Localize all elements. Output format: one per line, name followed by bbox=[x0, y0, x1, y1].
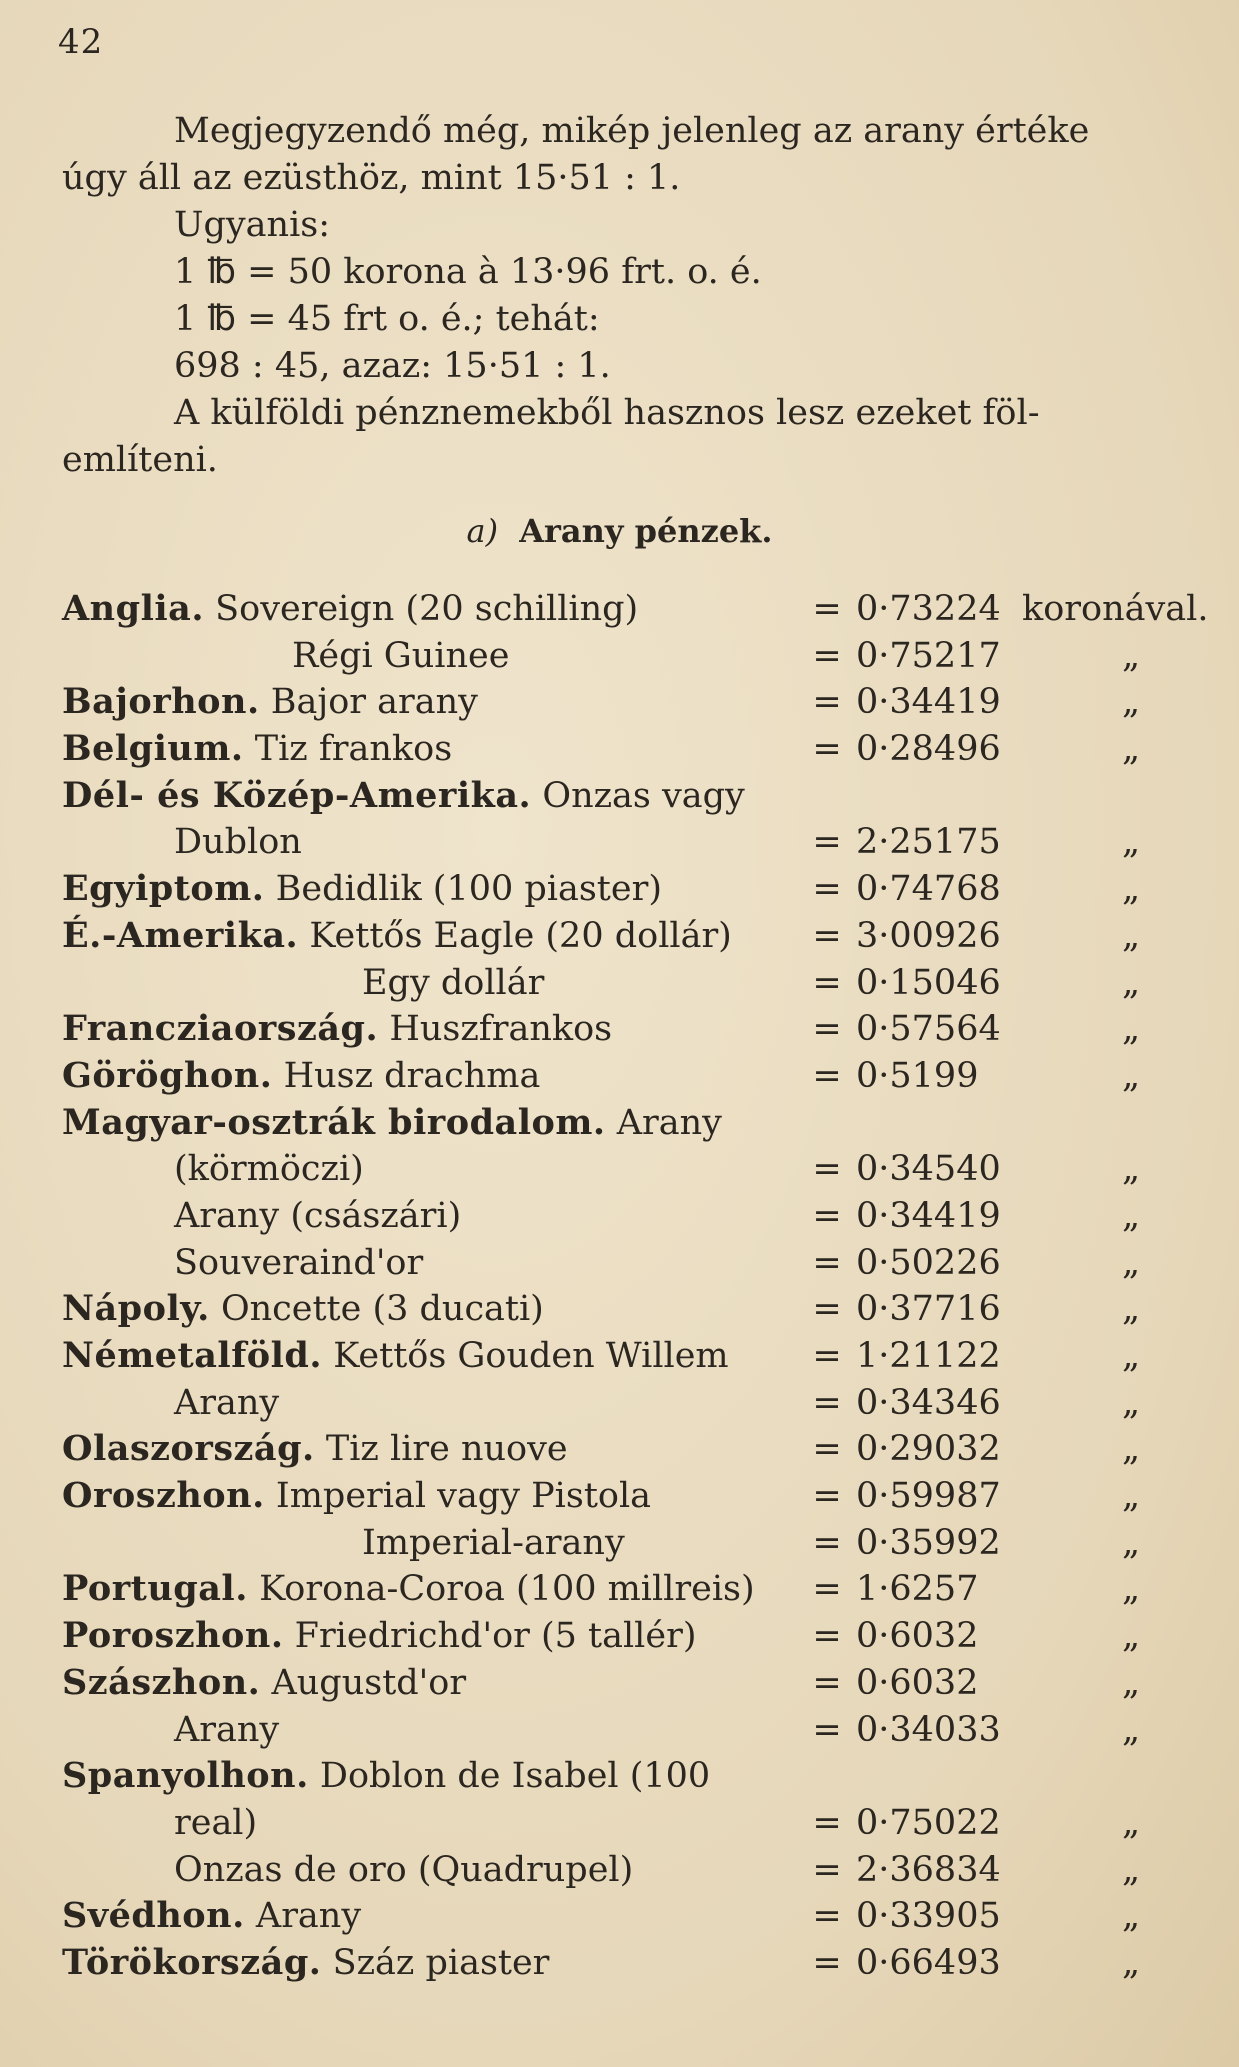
rate-value: 1·21122 bbox=[856, 1336, 1001, 1376]
ditto-mark: „ bbox=[1122, 962, 1141, 1003]
rate-value: 2·25175 bbox=[856, 822, 1001, 863]
equals-sign: = bbox=[812, 1896, 842, 1937]
rate-value: 0·73224 bbox=[856, 589, 1001, 629]
rate-row bbox=[62, 1473, 1222, 1520]
ditto-mark: „ bbox=[1122, 1569, 1141, 1610]
coin-name: Korona-Coroa (100 millreis) bbox=[259, 1569, 755, 1610]
rate-value: 0·75022 bbox=[856, 1802, 1001, 1843]
intro-line: említeni. bbox=[62, 440, 218, 480]
rate-row-label bbox=[62, 1286, 544, 1333]
rate-row bbox=[62, 1800, 1222, 1847]
rate-row-label bbox=[62, 1893, 361, 1940]
country-name: Portugal. bbox=[62, 1568, 248, 1610]
ditto-mark: „ bbox=[1122, 822, 1141, 863]
rate-value: 0·34540 bbox=[856, 1149, 1001, 1190]
equals-sign: = bbox=[812, 1289, 842, 1330]
rate-row-label bbox=[174, 1240, 423, 1287]
rate-value: 0·34419 bbox=[856, 1195, 1001, 1236]
rate-row-label bbox=[174, 1193, 461, 1240]
rate-row-label bbox=[362, 960, 544, 1007]
rate-value: 0·5199 bbox=[856, 1055, 979, 1096]
coin-name: Tiz frankos bbox=[254, 729, 453, 770]
ditto-mark: „ bbox=[1122, 1149, 1141, 1190]
country-name: Francziaország. bbox=[62, 1008, 379, 1050]
rate-row bbox=[62, 1380, 1222, 1427]
rate-row bbox=[62, 679, 1222, 726]
rate-row bbox=[62, 1146, 1222, 1193]
rate-row bbox=[62, 1566, 1222, 1613]
coin-name: Huszfrankos bbox=[389, 1009, 613, 1050]
rate-row-label bbox=[174, 1800, 257, 1847]
equals-sign: = bbox=[812, 635, 842, 676]
rate-value: 0·6032 bbox=[856, 1662, 979, 1703]
rate-row-label bbox=[62, 1426, 568, 1473]
equals-sign: = bbox=[812, 1522, 842, 1563]
ditto-mark: „ bbox=[1122, 1009, 1141, 1050]
rate-row-label bbox=[174, 1707, 279, 1754]
rate-value: 0·74768 bbox=[856, 869, 1001, 910]
rate-row bbox=[62, 773, 1222, 820]
ditto-mark: „ bbox=[1122, 1289, 1141, 1330]
rate-row bbox=[62, 1707, 1222, 1754]
rate-value: 0·75217 bbox=[856, 635, 1001, 676]
coin-name: Régi Guinee bbox=[292, 635, 510, 676]
rate-row bbox=[62, 1100, 1222, 1147]
section-title: Arany pénzek. bbox=[519, 512, 773, 550]
coin-name: Kettős Gouden Willem bbox=[333, 1336, 729, 1376]
coin-name: Egy dollár bbox=[362, 962, 545, 1003]
rate-row-label bbox=[62, 1566, 755, 1613]
exchange-rate-list bbox=[62, 586, 1222, 1987]
equals-sign: = bbox=[812, 1242, 842, 1283]
coin-name: Bajor arany bbox=[270, 682, 478, 723]
ditto-mark: „ bbox=[1122, 635, 1141, 676]
rate-row bbox=[62, 1426, 1222, 1473]
intro-line: úgy áll az ezüsthöz, mint 15·51 : 1. bbox=[62, 158, 681, 198]
country-name: Anglia. bbox=[62, 588, 205, 629]
coin-name: Imperial vagy Pistola bbox=[275, 1476, 652, 1517]
rate-value: 0·35992 bbox=[856, 1522, 1001, 1563]
rate-row-label bbox=[62, 1100, 722, 1147]
rate-row-label bbox=[62, 1940, 549, 1987]
country-name: Nápoly. bbox=[62, 1288, 210, 1330]
country-name: Dél- és Közép-Amerika. bbox=[62, 774, 532, 816]
rate-row bbox=[62, 819, 1222, 866]
coin-name: Arany bbox=[174, 1709, 280, 1750]
rate-row-label bbox=[174, 1146, 364, 1193]
rate-row bbox=[62, 1847, 1222, 1894]
equals-sign: = bbox=[812, 589, 842, 629]
rate-value: 0·6032 bbox=[856, 1616, 979, 1657]
rate-row-label bbox=[62, 913, 732, 960]
ditto-mark: „ bbox=[1122, 1476, 1141, 1517]
equals-sign: = bbox=[812, 1429, 842, 1470]
equals-sign: = bbox=[812, 1942, 842, 1983]
country-name: Belgium. bbox=[62, 728, 244, 770]
rate-row-label bbox=[362, 1520, 625, 1567]
ditto-mark: „ bbox=[1122, 1709, 1141, 1750]
rate-row-label bbox=[62, 1006, 612, 1053]
country-name: Svédhon. bbox=[62, 1895, 245, 1937]
rate-value: 0·66493 bbox=[856, 1942, 1001, 1983]
equals-sign: = bbox=[812, 729, 842, 770]
rate-value: 0·57564 bbox=[856, 1009, 1001, 1050]
coin-name: Tiz lire nuove bbox=[325, 1429, 568, 1470]
equals-sign: = bbox=[812, 1382, 842, 1423]
ditto-mark: „ bbox=[1122, 1662, 1141, 1703]
equals-sign: = bbox=[812, 1616, 842, 1657]
coin-name: Doblon de Isabel (100 bbox=[319, 1756, 711, 1797]
country-name: Bajorhon. bbox=[62, 681, 260, 723]
rate-row bbox=[62, 1660, 1222, 1707]
coin-name: Bedidlik (100 piaster) bbox=[275, 869, 662, 910]
rate-row bbox=[62, 1520, 1222, 1567]
ditto-mark: „ bbox=[1122, 1382, 1141, 1423]
rate-value: 0·28496 bbox=[856, 729, 1001, 770]
intro-line: 698 : 45, azaz: 15·51 : 1. bbox=[174, 346, 611, 386]
rate-row-label bbox=[62, 1753, 710, 1800]
rate-value: 0·34033 bbox=[856, 1709, 1001, 1750]
rate-row-label bbox=[62, 773, 745, 820]
rate-value: 0·29032 bbox=[856, 1429, 1001, 1470]
equals-sign: = bbox=[812, 915, 842, 956]
equals-sign: = bbox=[812, 682, 842, 723]
ditto-mark: „ bbox=[1122, 1802, 1141, 1843]
ditto-mark: „ bbox=[1122, 1195, 1141, 1236]
coin-name: Arany bbox=[174, 1382, 280, 1423]
intro-line: A külföldi pénznemekből hasznos lesz ezeket föl- bbox=[174, 393, 1040, 433]
country-name: Poroszhon. bbox=[62, 1615, 284, 1657]
ditto-mark: „ bbox=[1122, 1896, 1141, 1937]
rate-value: 3·00926 bbox=[856, 915, 1001, 956]
coin-name: (körmöczi) bbox=[174, 1149, 364, 1190]
country-name: Olaszország. bbox=[62, 1428, 315, 1470]
ditto-mark: „ bbox=[1122, 869, 1141, 910]
rate-row-label bbox=[62, 1333, 729, 1380]
rate-value: 0·59987 bbox=[856, 1476, 1001, 1517]
country-name: Németalföld. bbox=[62, 1335, 323, 1376]
rate-row-label bbox=[174, 1380, 279, 1427]
ditto-mark: „ bbox=[1122, 1522, 1141, 1563]
country-name: Törökország. bbox=[62, 1941, 322, 1983]
rate-row bbox=[62, 1940, 1222, 1987]
equals-sign: = bbox=[812, 1149, 842, 1190]
ditto-mark: „ bbox=[1122, 1849, 1141, 1890]
rate-row bbox=[62, 1193, 1222, 1240]
country-name: É.-Amerika. bbox=[62, 914, 299, 956]
rate-row bbox=[62, 1613, 1222, 1660]
equals-sign: = bbox=[812, 1195, 842, 1236]
rate-row bbox=[62, 1006, 1222, 1053]
section-marker: a) bbox=[466, 512, 499, 550]
equals-sign: = bbox=[812, 1802, 842, 1843]
rate-value: 0·15046 bbox=[856, 962, 1001, 1003]
equals-sign: = bbox=[812, 1662, 842, 1703]
coin-name: Onzas vagy bbox=[542, 775, 745, 816]
rate-row-label bbox=[62, 1473, 651, 1520]
rate-row bbox=[62, 960, 1222, 1007]
equals-sign: = bbox=[812, 962, 842, 1003]
ditto-mark: „ bbox=[1122, 1242, 1141, 1283]
rate-value: 0·34346 bbox=[856, 1382, 1001, 1423]
ditto-mark: „ bbox=[1122, 1336, 1141, 1376]
rate-row-label bbox=[62, 726, 452, 773]
coin-name: Dublon bbox=[174, 822, 302, 863]
page-number: 42 bbox=[58, 22, 104, 62]
ditto-mark: „ bbox=[1122, 1616, 1141, 1657]
coin-name: Friedrichd'or (5 tallér) bbox=[294, 1616, 697, 1657]
ditto-mark: „ bbox=[1122, 729, 1141, 770]
ditto-mark: „ bbox=[1122, 1429, 1141, 1470]
rate-row bbox=[62, 633, 1222, 680]
equals-sign: = bbox=[812, 1476, 842, 1517]
ditto-mark: „ bbox=[1122, 682, 1141, 723]
equals-sign: = bbox=[812, 822, 842, 863]
rate-row bbox=[62, 866, 1222, 913]
rate-row bbox=[62, 1753, 1222, 1800]
rate-row-label bbox=[62, 586, 638, 633]
equals-sign: = bbox=[812, 1569, 842, 1610]
coin-name: Arany bbox=[616, 1102, 722, 1143]
rate-row-label bbox=[62, 1613, 696, 1660]
intro-line: 1 ℔ = 45 frt o. é.; tehát: bbox=[174, 299, 600, 339]
rate-row-label bbox=[62, 866, 662, 913]
rate-row-label bbox=[174, 1847, 633, 1894]
coin-name: Onzas de oro (Quadrupel) bbox=[174, 1849, 634, 1890]
equals-sign: = bbox=[812, 1336, 842, 1376]
intro-paragraph bbox=[62, 108, 1202, 484]
country-name: Magyar-osztrák birodalom. bbox=[62, 1101, 606, 1143]
rate-row bbox=[62, 1240, 1222, 1287]
rate-value: 0·37716 bbox=[856, 1289, 1001, 1330]
rate-unit: koronával. bbox=[1022, 589, 1209, 629]
rate-value: 1·6257 bbox=[856, 1569, 979, 1610]
rate-value: 0·50226 bbox=[856, 1242, 1001, 1283]
equals-sign: = bbox=[812, 1055, 842, 1096]
coin-name: Arany bbox=[255, 1896, 362, 1937]
ditto-mark: „ bbox=[1122, 1942, 1141, 1983]
coin-name: Imperial-arany bbox=[362, 1522, 625, 1563]
rate-row-label bbox=[62, 679, 478, 726]
rate-value: 0·34419 bbox=[856, 682, 1001, 723]
equals-sign: = bbox=[812, 1849, 842, 1890]
country-name: Spanyolhon. bbox=[62, 1755, 309, 1797]
rate-row bbox=[62, 586, 1222, 633]
section-heading bbox=[0, 512, 1239, 550]
coin-name: real) bbox=[174, 1802, 258, 1843]
country-name: Oroszhon. bbox=[62, 1475, 265, 1517]
rate-row bbox=[62, 1053, 1222, 1100]
coin-name: Souveraind'or bbox=[174, 1242, 424, 1283]
country-name: Egyiptom. bbox=[62, 868, 265, 910]
country-name: Szászhon. bbox=[62, 1661, 261, 1703]
coin-name: Husz drachma bbox=[283, 1055, 541, 1096]
rate-row bbox=[62, 1893, 1222, 1940]
equals-sign: = bbox=[812, 1709, 842, 1750]
rate-row-label bbox=[174, 819, 302, 866]
country-name: Göröghon. bbox=[62, 1054, 273, 1096]
rate-row-label bbox=[292, 633, 509, 680]
ditto-mark: „ bbox=[1122, 915, 1141, 956]
ditto-mark: „ bbox=[1122, 1055, 1141, 1096]
equals-sign: = bbox=[812, 1009, 842, 1050]
equals-sign: = bbox=[812, 869, 842, 910]
coin-name: Arany (császári) bbox=[174, 1195, 462, 1236]
coin-name: Kettős Eagle (20 dollár) bbox=[309, 915, 732, 956]
rate-row bbox=[62, 1333, 1222, 1380]
rate-row-label bbox=[62, 1053, 540, 1100]
rate-row bbox=[62, 1286, 1222, 1333]
rate-value: 2·36834 bbox=[856, 1849, 1001, 1890]
coin-name: Augustd'or bbox=[271, 1662, 467, 1703]
coin-name: Sovereign (20 schilling) bbox=[215, 589, 639, 629]
rate-value: 0·33905 bbox=[856, 1896, 1001, 1937]
coin-name: Oncette (3 ducati) bbox=[220, 1289, 544, 1330]
intro-line: Ugyanis: bbox=[174, 205, 331, 245]
intro-line: 1 ℔ = 50 korona à 13·96 frt. o. é. bbox=[174, 252, 762, 292]
coin-name: Száz piaster bbox=[332, 1942, 550, 1983]
rate-row-label bbox=[62, 1660, 466, 1707]
rate-row bbox=[62, 726, 1222, 773]
intro-line: Megjegyzendő még, mikép jelenleg az arany értéke bbox=[174, 111, 1090, 151]
rate-row bbox=[62, 913, 1222, 960]
